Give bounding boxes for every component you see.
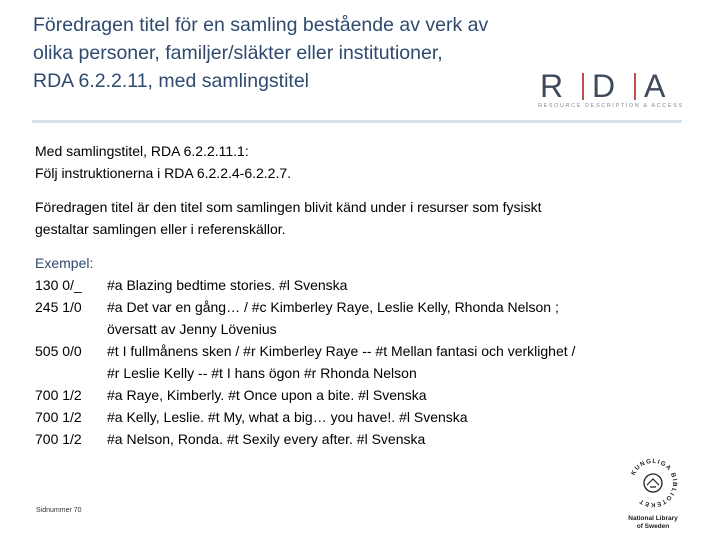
marc-value: #a Blazing bedtime stories. #l Svenska xyxy=(107,277,348,293)
marc-field xyxy=(35,384,695,406)
rda-logo-mark xyxy=(538,70,680,102)
marc-value: #a Kelly, Leslie. #t My, what a big… you have!. #l Svenska xyxy=(107,409,468,425)
example-heading: Exempel: xyxy=(35,255,94,271)
rda-logo xyxy=(538,70,684,114)
kb-ring-text: KUNGLIGA BIBLIOTEKET xyxy=(629,458,679,508)
marc-tag: 505 0/0 xyxy=(35,343,82,359)
slide-title xyxy=(33,11,533,95)
marc-value-continuation: #r Leslie Kelly -- #t I hans ögon #r Rhonda Nelson xyxy=(107,365,417,381)
page-number: Sidnummer 70 xyxy=(36,507,82,514)
intro-line: Följ instruktionerna i RDA 6.2.2.4-6.2.2.7. xyxy=(35,165,292,181)
kb-caption xyxy=(620,515,686,531)
slide-body xyxy=(35,140,695,450)
marc-tag: 245 1/0 xyxy=(35,299,82,315)
title-line: RDA 6.2.2.11, med samlingstitel xyxy=(33,70,310,92)
example-block xyxy=(35,252,695,450)
marc-value-continuation: översatt av Jenny Lövenius xyxy=(107,321,277,337)
definition-line: gestaltar samlingen eller i referenskällor. xyxy=(35,221,286,237)
rda-letter-d: D xyxy=(592,70,616,102)
marc-field xyxy=(35,340,695,362)
kb-logo xyxy=(620,458,686,528)
rda-separator xyxy=(634,73,636,100)
intro-block xyxy=(35,140,695,184)
header-divider xyxy=(32,120,682,123)
kb-caption-line: National Library xyxy=(628,515,678,522)
rda-letter-a: A xyxy=(644,70,666,102)
marc-tag: 700 1/2 xyxy=(35,409,82,425)
definition-block xyxy=(35,196,695,240)
marc-value: #t I fullmånens sken / #r Kimberley Raye -- #t Mellan fantasi och verklighet / xyxy=(107,343,576,359)
rda-letter-r: R xyxy=(540,70,564,102)
marc-tag: 700 1/2 xyxy=(35,431,82,447)
title-line: olika personer, familjer/släkter eller institutioner, xyxy=(33,42,443,64)
marc-value: #a Nelson, Ronda. #t Sexily every after. #l Svenska xyxy=(107,431,426,447)
marc-field xyxy=(35,406,695,428)
marc-value: #a Raye, Kimberly. #t Once upon a bite. #l Svenska xyxy=(107,387,427,403)
kb-emblem-icon xyxy=(626,458,680,508)
marc-tag: 700 1/2 xyxy=(35,387,82,403)
marc-field xyxy=(35,428,695,450)
marc-tag: 130 0/_ xyxy=(35,277,82,293)
kb-caption-line: of Sweden xyxy=(636,523,670,530)
intro-line: Med samlingstitel, RDA 6.2.2.11.1: xyxy=(35,143,249,159)
title-line: Föredragen titel för en samling bestående av verk av xyxy=(33,14,489,36)
marc-field xyxy=(35,274,695,296)
marc-field xyxy=(35,296,695,318)
rda-separator xyxy=(582,73,584,100)
rda-tagline: RESOURCE DESCRIPTION & ACCESS xyxy=(538,103,684,109)
definition-line: Föredragen titel är den titel som samlingen blivit känd under i resurser som fysiskt xyxy=(35,199,542,215)
marc-value: #a Det var en gång… / #c Kimberley Raye, Leslie Kelly, Rhonda Nelson ; xyxy=(107,299,559,315)
svg-text:KUNGLIGA BIBLIOTEKET xyxy=(630,458,678,508)
